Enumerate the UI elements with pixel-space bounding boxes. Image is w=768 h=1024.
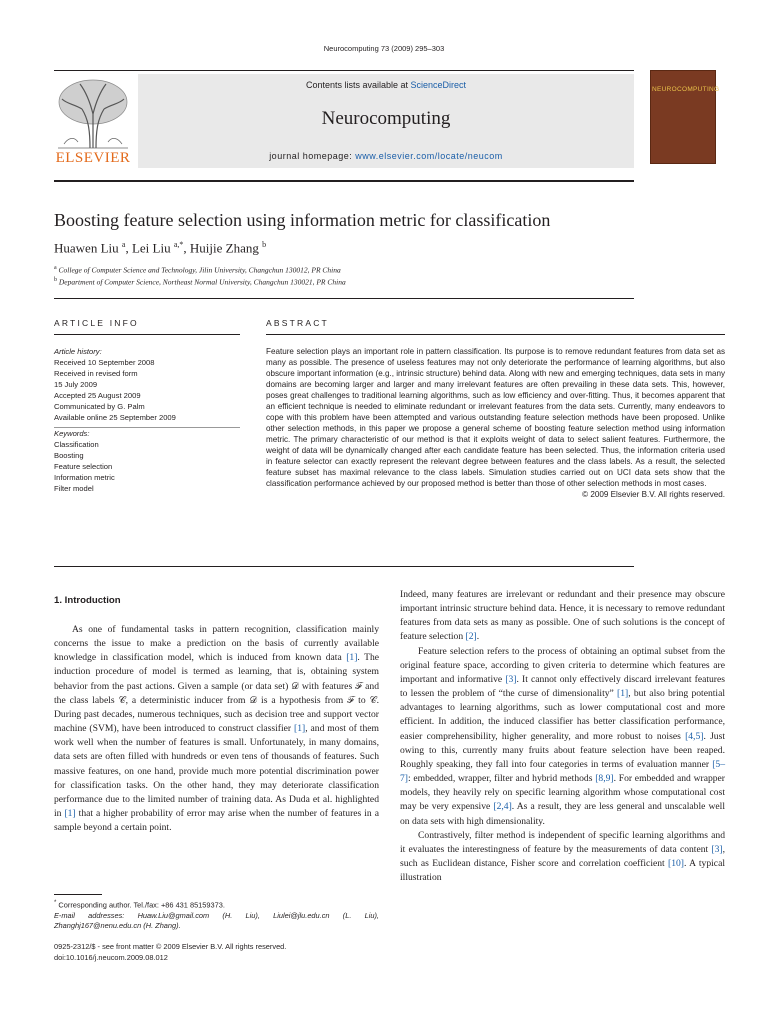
citation-link[interactable]: [3]: [711, 843, 723, 855]
author-affil-mark: a,*: [173, 240, 184, 249]
paragraph-text: , such as Euclidean distance, Fisher score and correlation coefficient: [400, 843, 725, 869]
affiliation-text: College of Computer Science and Technology, Jilin University, Changchun 130012, PR China: [58, 265, 341, 275]
citation-link[interactable]: [1]: [346, 652, 358, 664]
author-name[interactable]: Lei Liu: [131, 240, 171, 256]
paragraph-text: . The induction procedure of model is termed as learning, that is, obtaining system behavior from the past actions. Given a sample (or data set) 𝒟 with features ℱ and the class labels 𝒞, a deterministic inducer from 𝒟 is a hypothesis from ℱ to 𝒞. During past decades, numerous techniques, such as decision tree and support vector machine (SVM), have been introduced to construct classifier: [54, 652, 379, 735]
affiliation: [54, 277, 714, 287]
issn-line: 0925-2312/$ - see front matter © 2009 Elsevier B.V. All rights reserved.: [54, 942, 287, 951]
paragraph-text: As one of fundamental tasks in pattern recognition, classification mainly concerns the issue to make a prediction on the basis of currently available knowledge in classification model, which is induced from known data: [54, 624, 379, 664]
title-block-rule: [54, 298, 634, 299]
keyword: Classification: [54, 440, 99, 449]
citation-link[interactable]: [5–7]: [400, 758, 725, 785]
affiliation-mark: a: [54, 265, 57, 271]
affiliation-mark: b: [54, 277, 57, 283]
corresponding-author-footnote: [54, 898, 379, 932]
citation-link[interactable]: [1]: [617, 688, 629, 700]
citation-link[interactable]: [1]: [64, 808, 76, 820]
paragraph: [400, 829, 725, 886]
paragraph-text: . Just owing to this, currently many fruits about feature selection have been reaped. Roughly speaking, they fall into four categories in terms of evaluation manner: [400, 730, 726, 770]
paragraph-text: . A typical illustration: [400, 857, 725, 884]
author-affil-mark: b: [262, 240, 267, 249]
paragraph: [400, 588, 725, 645]
section-heading-introduction: 1. Introduction: [54, 595, 121, 606]
body-column-left: [54, 623, 379, 835]
citation-link[interactable]: [8,9]: [595, 773, 614, 785]
sciencedirect-link[interactable]: ScienceDirect: [410, 80, 467, 90]
abstract-bottom-rule: [54, 566, 634, 567]
contents-available-line: [138, 80, 634, 90]
citation-link[interactable]: [4,5]: [685, 730, 704, 742]
keywords-heading: Keywords:: [54, 429, 90, 438]
journal-homepage-line: [138, 151, 634, 161]
homepage-prefix: journal homepage:: [269, 151, 356, 161]
affiliation: [54, 265, 714, 275]
author-name[interactable]: Huawen Liu: [54, 240, 119, 256]
citation-link[interactable]: [2,4]: [493, 801, 512, 813]
affiliation-text: Department of Computer Science, Northeast Normal University, Changchun 130021, PR China: [58, 277, 346, 287]
paragraph-text: Indeed, many features are irrelevant or redundant and their presence may obscure important intrinsic structure behind data. Hence, it is necessary to remove redundant features from data sets as many as possible. One of such solutions is the concept of feature selection: [400, 589, 725, 643]
paragraph-text: , and most of them work well when the number of features is small. Unfortunately, in many domains, data sets are often filled with hundreds or even tens of thousands of features. Such massive features, on one hand, provide much more potential discrimination power for classification tasks. On the other hand, they may deteriorate classification performance due to the limited number of training data. As Duda et al. highlighted in: [54, 723, 379, 820]
paragraph-text: : embedded, wrapper, filter and hybrid methods: [408, 773, 596, 785]
article-title: Boosting feature selection using information metric for classification: [54, 210, 551, 230]
citation-link[interactable]: [10]: [668, 857, 684, 869]
keyword: Feature selection: [54, 462, 113, 471]
publisher-logo[interactable]: ELSEVIER: [55, 150, 131, 166]
citation-link[interactable]: [1]: [294, 723, 306, 735]
citation-link[interactable]: [2]: [465, 631, 477, 643]
journal-name: Neurocomputing: [321, 108, 451, 129]
masthead-bottom-rule: [54, 180, 634, 182]
abstract-text: Feature selection plays an important role in pattern classification. Its purpose is to remove redundant features from data set as many as possible. The presence of useless features may not only deteriorate the performance of learning algorithms, but also obscure important information (e.g., intrinsic structure) behind data. Along with new and emerging techniques, data sets in many domains are becoming larger and larger and many irrelevant features are often prevailing in these data sets. This, however, poses great challenges to traditional learning algorithms, such as low efficiency and over-fitting. Thus, it becomes apparent that an efficient technique is needed to eliminate redundant or irrelevant features from the data sets. Currently, many endeavors to cope with this problem have been attempted and various outstanding feature selection methods have been proposed. Unlike other selection methods, in this paper we propose a general scheme of boosting feature selection method using information metric. The primary characteristic of our method is that it exploits weight of data to select salient features. Furthermore, the weight of data will be dynamically changed after each candidate feature has been selected. Thus, the information criteria used in feature selector can exactly represent the relevant degree between features and the class labels. As a result, the selected feature subset has maximal relevance to the class labels. Simulation studies carried out on UCI data sets show that the classification performance achieved by our proposed method is better than those of other selection methods in most cases.: [266, 347, 725, 488]
citation-link[interactable]: [3]: [505, 673, 517, 685]
paragraph-text: .: [476, 631, 480, 643]
abstract-body: [266, 346, 725, 500]
keyword: Boosting: [54, 451, 84, 460]
history-item: Available online 25 September 2009: [54, 413, 176, 422]
article-history: [54, 346, 240, 423]
author-list: Huawen Liu $^a$, Lei Liu $^{a,*}$, Huijie Zhang $^b$: [54, 240, 267, 256]
paragraph: [54, 623, 379, 835]
footnote-emails: E-mail addresses: Huaw.Liu@gmail.com (H. Liu), Liulei@jlu.edu.cn (L. Liu), Zhanghj167@nenu.edu.cn (H. Zhang).: [54, 910, 379, 931]
contents-prefix: Contents lists available at: [305, 80, 411, 90]
abstract-label: ABSTRACT: [266, 318, 329, 328]
footnote-rule: [54, 894, 102, 895]
front-matter: [54, 942, 384, 963]
article-info-label: ARTICLE INFO: [54, 318, 139, 328]
history-item: 15 July 2009: [54, 380, 98, 389]
paragraph-text: Feature selection refers to the process of obtaining an optimal subset from the original feature space, according to given criteria to determine which features are important and informative: [400, 645, 725, 685]
journal-homepage-link[interactable]: www.elsevier.com/locate/neucom: [355, 151, 503, 161]
keyword: Information metric: [54, 473, 115, 482]
article-history-heading: Article history:: [54, 347, 102, 356]
body-column-right: [400, 588, 725, 885]
history-item: Received in revised form: [54, 369, 138, 378]
paragraph-text: Contrastively, filter method is independent of specific learning algorithms and it evaluates the interestingness of feature by the measurements of data content: [400, 829, 725, 855]
paragraph-text: . It cannot only effectively discard irrelevant features to lessen the problem of “the curse of dimensionality”: [400, 673, 725, 700]
author-affil-mark: a: [121, 240, 126, 249]
paragraph: [400, 645, 725, 829]
doi-line[interactable]: doi:10.1016/j.neucom.2009.08.012: [54, 952, 168, 962]
paragraph-text: that a higher probability of error may arise when the number of features in a sample beyond a certain point.: [54, 808, 379, 834]
keywords: [54, 428, 240, 494]
running-head: Neurocomputing 73 (2009) 295–303: [323, 44, 445, 53]
footnote-contact: Corresponding author. Tel./fax: +86 431 85159373.: [58, 900, 225, 910]
footnote-mark: *: [54, 900, 57, 906]
abstract-copyright: © 2009 Elsevier B.V. All rights reserved.: [582, 490, 725, 499]
journal-cover-image: [650, 70, 720, 164]
top-rule: [54, 70, 634, 71]
history-item: Received 10 September 2008: [54, 358, 155, 367]
cover-title: NEUROCOMPUTING: [652, 86, 720, 93]
author-name[interactable]: Huijie Zhang: [189, 240, 259, 256]
article-info-rule: [54, 334, 240, 335]
paragraph-text: . For embedded and wrapper models, they heavily rely on specific learning algorithm whose computational cost may be very expensive: [400, 773, 725, 813]
paragraph-text: . As a result, they are less general and unscalable well on data sets with high dimensionality.: [400, 801, 725, 827]
paragraph-text: , but also bring potential advantages to learning algorithms, such as lower computational cost and more efficient. In addition, the induced classifier has better classification performance, easier comprehensibility, higher generality, and more robust to noises: [400, 688, 726, 742]
abstract-rule: [266, 334, 725, 335]
history-item: Communicated by G. Palm: [54, 402, 145, 411]
keyword: Filter model: [54, 484, 94, 493]
history-item: Accepted 25 August 2009: [54, 391, 141, 400]
